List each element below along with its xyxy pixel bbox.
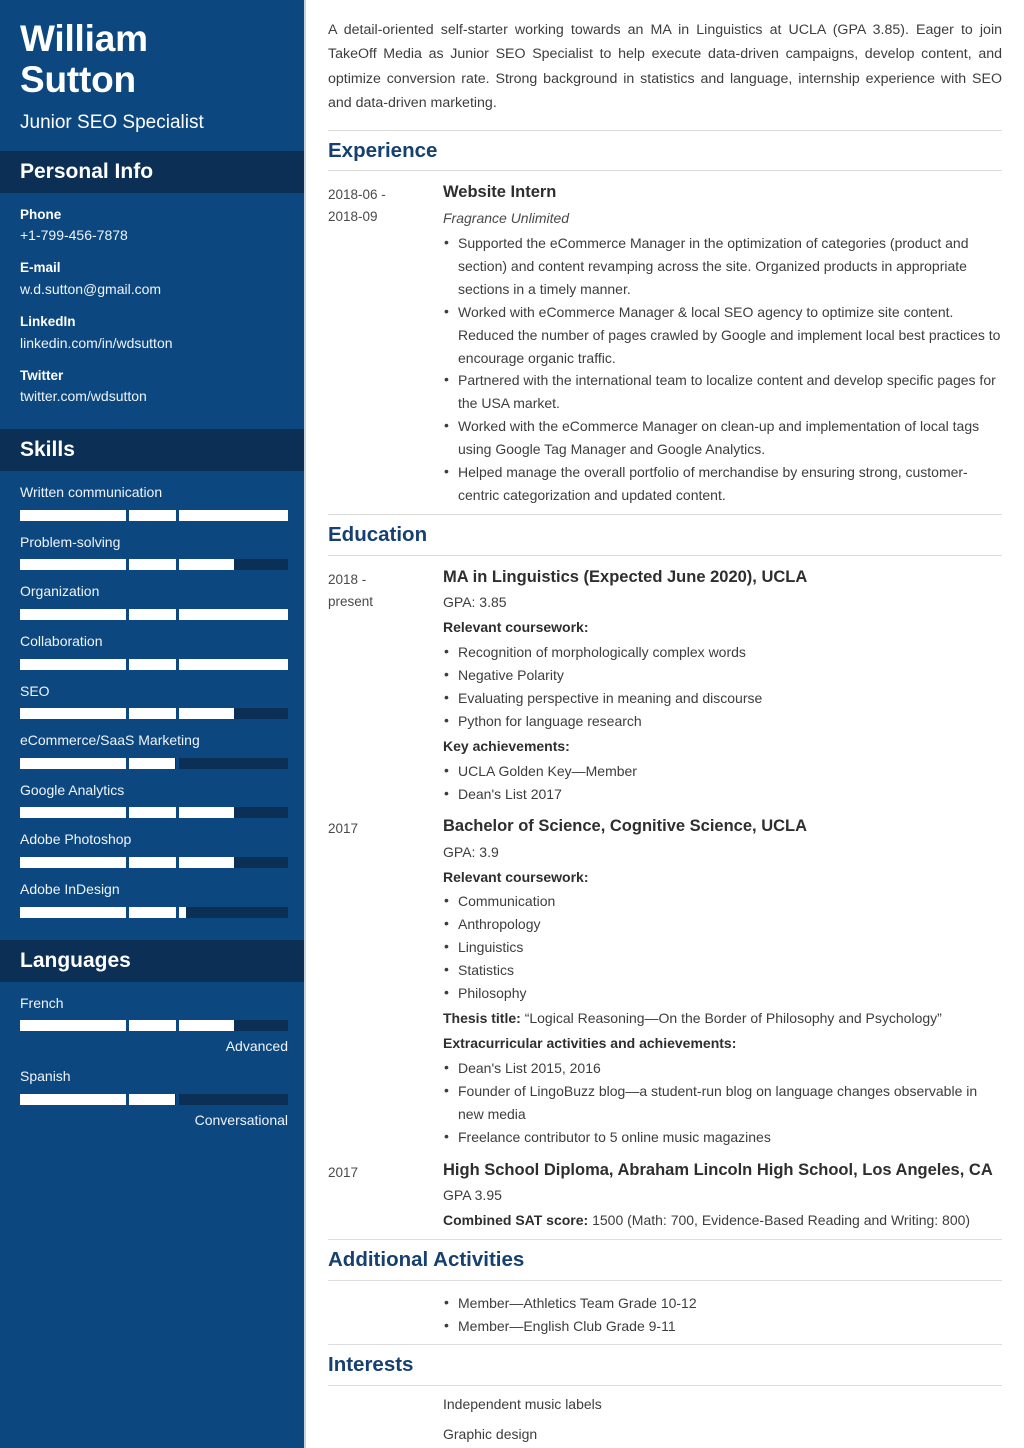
candidate-job-title: Junior SEO Specialist [20,111,204,133]
education-body [443,566,1002,806]
language-item [20,994,286,1057]
languages-header [0,940,304,982]
achievements-list [443,760,1002,806]
skill-label: Collaboration [20,633,103,650]
skill-level-bar [20,758,288,769]
thesis-line: Thesis title: “Logical Reasoning—On the Border of Philosophy and Psychology” [443,1010,942,1027]
experience-list [328,171,1002,507]
education-date [328,566,443,806]
contact-value-linkedin[interactable]: linkedin.com/in/wdsutton [20,334,173,351]
languages-heading: Languages [20,948,131,972]
experience-bullet: • Supported the eCommerce Manager in the optimization of categories (product and section) and content revamping across the site. Organized products in appropriate sections in a timely manner. [443,232,1002,301]
coursework-label: Relevant coursework: [443,618,589,635]
skill-item [20,731,286,769]
language-level-bar [20,1020,288,1031]
sidebar [0,0,306,1448]
education-body [443,815,1002,1148]
education-gpa: GPA: 3.85 [443,593,507,610]
skill-label: SEO [20,682,50,699]
experience-bullet: • Worked with eCommerce Manager & local SEO agency to optimize site content. Reduced the number of pages crawled by Google and implement local best practices to encourage organic traffic. [443,301,1002,370]
candidate-name [20,18,284,101]
achievement-bullet: • Founder of LingoBuzz blog—a student-run blog on language changes observable in new media [443,1080,1002,1126]
education-degree: Bachelor of Science, Cognitive Science, UCLA [443,817,808,836]
date-line: 2018 - [328,571,367,587]
skill-label: Organization [20,583,100,600]
skill-level-bar [20,559,288,570]
skills-heading: Skills [20,438,75,462]
identity-block [0,0,304,151]
experience-bullet: • Partnered with the international team to localize content and develop specific pages for the USA market. [443,369,1002,415]
coursework-list [443,890,1002,1005]
skill-level-bar [20,510,288,521]
education-degree: MA in Linguistics (Expected June 2020), UCLA [443,567,808,586]
skill-level-bar [20,907,288,918]
experience-job-title: Website Intern [443,183,557,202]
skill-item [20,880,286,918]
contact-item-phone [20,205,286,247]
skill-level-bar [20,609,288,620]
personal-info-body [0,193,304,429]
contact-label: LinkedIn [20,313,76,329]
skill-item [20,632,286,670]
education-entry [328,556,1002,806]
activities-bullets [443,1292,1002,1338]
date-line: present [328,593,374,609]
skill-item [20,682,286,720]
skill-label: Adobe InDesign [20,881,120,898]
contact-label: Twitter [20,367,64,383]
achievement-bullet: • Dean's List 2017 [443,783,1002,806]
achievements-label: Key achievements: [443,737,570,754]
language-proficiency: Advanced [225,1038,288,1055]
experience-entry [328,171,1002,507]
main-content [306,0,1024,1448]
activity-bullet: • Member—Athletics Team Grade 10-12 [443,1292,1002,1315]
achievements-list [443,1057,1002,1149]
experience-bullet: • Helped manage the overall portfolio of merchandise by ensuring strong, customer-centric categorization and updated content. [443,461,1002,507]
coursework-bullet: • Linguistics [443,936,1002,959]
contact-label: Phone [20,206,62,222]
contact-item-email [20,258,286,300]
education-gpa: GPA: 3.9 [443,843,499,860]
coursework-bullet: • Statistics [443,959,1002,982]
skill-level-bar [20,708,288,719]
skills-body [0,471,304,939]
skill-item [20,582,286,620]
skill-label: Adobe Photoshop [20,831,132,848]
education-date [328,1159,443,1232]
coursework-label: Relevant coursework: [443,868,589,885]
coursework-bullet: • Evaluating perspective in meaning and discourse [443,687,1002,710]
coursework-bullet: • Python for language research [443,710,1002,733]
interests-body [328,1386,1002,1446]
skill-level-bar [20,857,288,868]
section-heading-additional-activities: Additional Activities [328,1247,525,1271]
skill-item [20,830,286,868]
skill-label: Problem-solving [20,533,121,550]
education-body [443,1159,1002,1232]
coursework-bullet: • Anthropology [443,913,1002,936]
language-label: Spanish [20,1068,71,1085]
education-entry [328,805,1002,1148]
interest-item: Independent music labels [443,1396,602,1413]
achievement-bullet: • Freelance contributor to 5 online music magazines [443,1126,1002,1149]
skills-header [0,429,304,471]
education-degree: High School Diploma, Abraham Lincoln High School, Los Angeles, CA [443,1160,993,1179]
education-entry [328,1149,1002,1232]
date-line: 2017 [328,1164,359,1180]
contact-value-email[interactable]: w.d.sutton@gmail.com [20,280,162,297]
sat-line: Combined SAT score: 1500 (Math: 700, Evidence-Based Reading and Writing: 800) [443,1212,971,1228]
achievement-bullet: • UCLA Golden Key—Member [443,760,1002,783]
date-line: 2018-09 [328,209,378,225]
coursework-bullet: • Recognition of morphologically complex words [443,641,1002,664]
coursework-list [443,641,1002,733]
coursework-bullet: • Philosophy [443,982,1002,1005]
candidate-last-name: Sutton [20,59,136,101]
personal-info-heading: Personal Info [20,159,154,183]
date-line: 2017 [328,821,359,837]
section-heading-education: Education [328,523,428,547]
contact-item-twitter [20,366,286,408]
language-label: French [20,994,64,1011]
interest-item: Graphic design [443,1426,538,1442]
skill-level-bar [20,659,288,670]
contact-value-phone: +1-799-456-7878 [20,227,128,244]
coursework-bullet: • Communication [443,890,1002,913]
section-heading-experience: Experience [328,138,438,162]
languages-body [0,982,304,1150]
contact-label: E-mail [20,260,61,276]
experience-date [328,181,443,507]
additional-activities-body [328,1281,1002,1338]
skill-level-bar [20,807,288,818]
achievements-label: Extracurricular activities and achievements: [443,1035,737,1052]
professional-summary: A detail-oriented self-starter working towards an MA in Linguistics at UCLA (GPA 3.85). Eager to join TakeOff Media as Junior SEO Specialist to help execute data-driven campaigns, develop content, and optimize conversion rate. Strong background in statistics and language, internship experience with SEO and data-driven marketing. [328,22,1002,112]
skill-item [20,533,286,571]
education-date [328,815,443,1148]
experience-body [443,181,1002,507]
candidate-first-name: William [20,18,148,59]
experience-company: Fragrance Unlimited [443,210,570,227]
contact-item-linkedin [20,312,286,354]
education-gpa: GPA 3.95 [443,1187,502,1204]
language-proficiency: Conversational [194,1111,288,1128]
language-item [20,1067,286,1130]
language-level-bar [20,1094,288,1105]
experience-bullets [443,232,1002,507]
date-line: 2018-06 - [328,187,386,203]
skill-label: Google Analytics [20,781,125,798]
skill-label: eCommerce/SaaS Marketing [20,732,200,749]
personal-info-header [0,151,304,193]
experience-bullet: • Worked with the eCommerce Manager on clean-up and implementation of local tags using Google Tag Manager and Google Analytics. [443,415,1002,461]
education-list [328,556,1002,1232]
skill-label: Written communication [20,484,163,501]
activity-bullet: • Member—English Club Grade 9-11 [443,1315,1002,1338]
section-heading-interests: Interests [328,1353,414,1377]
skill-item [20,483,286,521]
coursework-bullet: • Negative Polarity [443,664,1002,687]
skill-item [20,781,286,819]
achievement-bullet: • Dean's List 2015, 2016 [443,1057,1002,1080]
contact-value-twitter[interactable]: twitter.com/wdsutton [20,388,147,405]
